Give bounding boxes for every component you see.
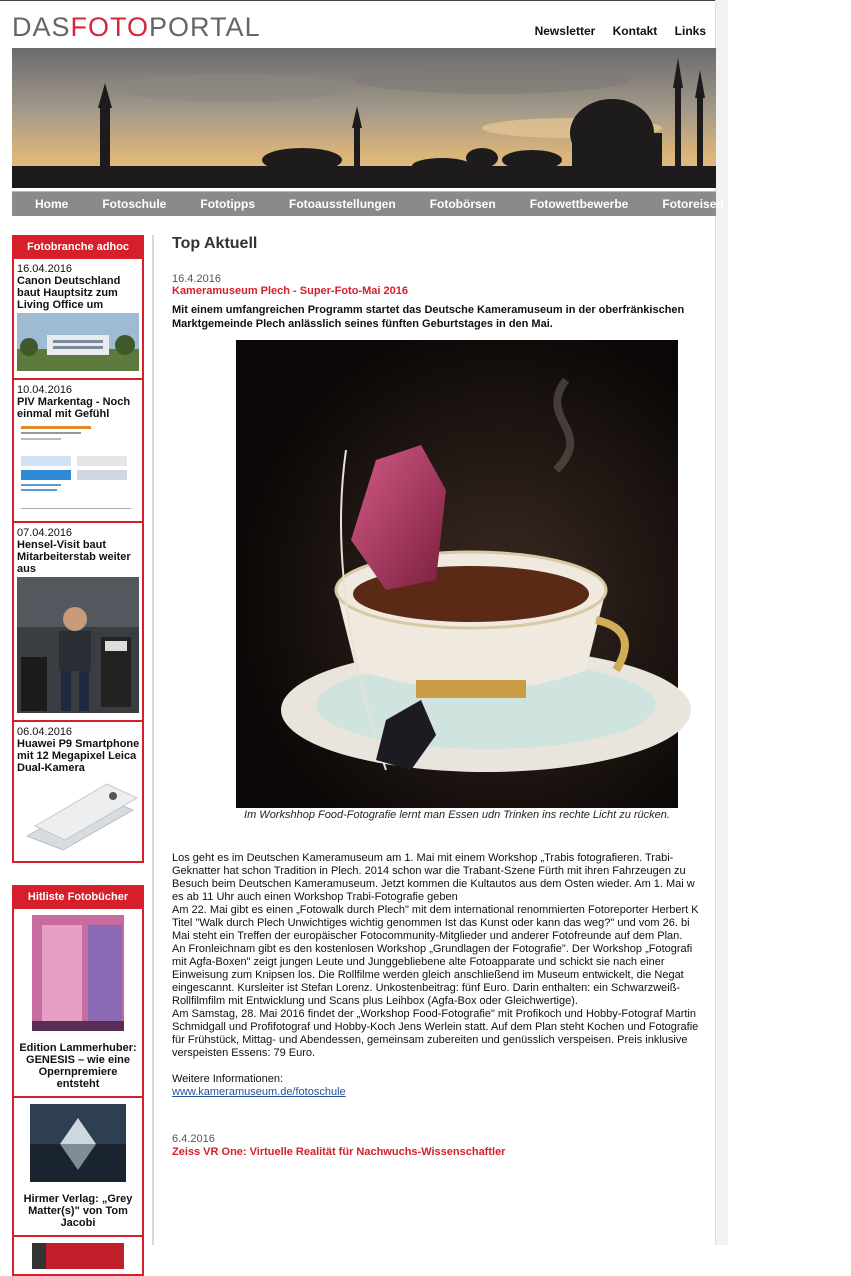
article-lead: Mit einem umfangreichen Programm startet das Deutsche Kameramuseum in der oberfränkischen Marktgemeinde Plech anlässlich seines fünften Geburtstages in den Mai. bbox=[172, 304, 685, 330]
news-thumbnail[interactable] bbox=[17, 776, 139, 859]
news-date: 16.04.2016 bbox=[17, 263, 73, 275]
book-item[interactable] bbox=[14, 1098, 142, 1237]
adhoc-box bbox=[12, 235, 144, 863]
nav-fotoreisen[interactable]: Fotoreisen bbox=[662, 197, 724, 211]
news-date: 10.04.2016 bbox=[17, 384, 73, 396]
more-info-link[interactable]: www.kameramuseum.de/fotoschule bbox=[172, 1086, 346, 1098]
body-line: Am 22. Mai gibt es einen „Fotowalk durch Plech" mit dem international renommierten Fotoreporter Herbert K bbox=[172, 904, 699, 916]
body-line: Rollfilmfilm mit Entwicklung und Scans plus Leihbox (Agfa-Box oder Gleichwertige). bbox=[172, 995, 578, 1007]
news-title[interactable]: Canon Deutschland baut Hauptsitz zum Living Office um bbox=[17, 275, 121, 311]
column-divider bbox=[152, 235, 154, 1245]
body-line: Schmidgall und Profifotograf und Hobby-Koch Jens Werlein statt. Auf dem Plan steht Kochen und Fotografie bbox=[172, 1021, 699, 1033]
nav-fotoschule[interactable]: Fotoschule bbox=[102, 197, 167, 211]
news-thumbnail[interactable] bbox=[17, 313, 139, 376]
logo-foto: FOTO bbox=[70, 12, 150, 42]
main-nav bbox=[12, 191, 841, 216]
header-banner-image bbox=[12, 48, 716, 188]
link-links[interactable]: Links bbox=[674, 24, 706, 38]
news-title[interactable]: PIV Markentag - Noch einmal mit Gefühl bbox=[17, 396, 131, 420]
books-box bbox=[12, 885, 144, 1276]
adhoc-heading: Fotobranche adhoc bbox=[14, 237, 142, 259]
next-article-title[interactable]: Zeiss VR One: Virtuelle Realität für Nachwuchs-Wissenschaftler bbox=[172, 1146, 506, 1158]
book-cover[interactable] bbox=[30, 1104, 126, 1182]
logo-portal: PORTAL bbox=[149, 12, 261, 42]
book-cover[interactable] bbox=[32, 1243, 124, 1269]
book-cover[interactable] bbox=[32, 915, 124, 1031]
body-line: Geknatter hat schon Tradition in Plech. 2014 schon war die Trabant-Szene Fürth mit ihren Fahrzeugen zu bbox=[172, 865, 686, 877]
news-date: 06.04.2016 bbox=[17, 726, 73, 738]
nav-fotoboersen[interactable]: Fotobörsen bbox=[429, 197, 496, 211]
logo-das: DAS bbox=[12, 12, 71, 42]
news-item[interactable] bbox=[14, 722, 142, 861]
book-title[interactable]: Edition Lammerhuber: GENESIS – wie eine Opernpremiere entsteht bbox=[19, 1042, 137, 1090]
books-heading: Hitliste Fotobücher bbox=[14, 887, 142, 909]
news-item[interactable] bbox=[14, 380, 142, 523]
body-line: Besuch beim Deutschen Kameramuseum. Jetzt kommen die Kultautos aus dem Osten wieder. Am 1. Mai w bbox=[172, 878, 695, 890]
article-date: 16.4.2016 bbox=[172, 273, 221, 285]
body-line: An Fronleichnam gibt es den kostenlosen Workshop „Grundlagen der Fotografie". Der Workshop „Fotografi bbox=[172, 943, 693, 955]
image-caption: Im Workshhop Food-Fotografie lernt man Essen udn Trinken ins rechte Licht zu rücken. bbox=[244, 809, 670, 821]
header-links bbox=[521, 24, 706, 38]
news-thumbnail[interactable] bbox=[17, 577, 139, 718]
news-title[interactable]: Hensel-Visit baut Mitarbeiterstab weiter aus bbox=[17, 539, 131, 575]
main-content bbox=[172, 235, 717, 1158]
nav-home[interactable]: Home bbox=[35, 197, 69, 211]
body-line: es ab 11 Uhr auch einen Workshop Trabi-Fotografie geben bbox=[172, 891, 458, 903]
body-line: verspeisten Essens: 79 Euro. bbox=[172, 1047, 316, 1059]
body-line: Titel "Walk durch Plech Unwichtiges wichtig genommen Ist das Kunst oder kann das weg?" und vom 26. bi bbox=[172, 917, 690, 929]
link-newsletter[interactable]: Newsletter bbox=[534, 24, 596, 38]
article-image[interactable] bbox=[236, 340, 678, 808]
body-line: für Frühstück, Mittag- und Abendessen, gemeinsam zubereiten und genüsslich verspeisen. Preis inklusive bbox=[172, 1034, 688, 1046]
body-line: eingescannt. Kursleiter ist Stefan Lorenz. Unkostenbeitrag: fünf Euro. Darin enthalten: ein Schwarzweiß- bbox=[172, 982, 681, 994]
nav-fototipps[interactable]: Fototipps bbox=[200, 197, 256, 211]
nav-fotoworkshop[interactable]: Fotoworkshop bbox=[757, 197, 841, 211]
top-border bbox=[0, 0, 728, 1]
article-body bbox=[172, 852, 717, 1159]
link-kontakt[interactable]: Kontakt bbox=[612, 24, 658, 38]
sidebar bbox=[12, 235, 144, 1276]
news-title[interactable]: Huawei P9 Smartphone mit 12 Megapixel Leica Dual-Kamera bbox=[17, 738, 140, 774]
page-title: Top Aktuell bbox=[172, 235, 258, 252]
body-line: mit Agfa-Boxen" zeigt jungen Leute und Junggebliebene alte Fotoapparate und schickt sie nach einer bbox=[172, 956, 665, 968]
article-title[interactable]: Kameramuseum Plech - Super-Foto-Mai 2016 bbox=[172, 285, 408, 297]
news-date: 07.04.2016 bbox=[17, 527, 73, 539]
next-article-date: 6.4.2016 bbox=[172, 1133, 215, 1145]
news-thumbnail[interactable] bbox=[17, 422, 139, 519]
body-line: Am Samstag, 28. Mai 2016 findet der „Workshop Food-Fotografie" mit Profikoch und Hobby-Fotograf Martin bbox=[172, 1008, 696, 1020]
news-item[interactable] bbox=[14, 259, 142, 380]
book-item[interactable] bbox=[14, 1237, 142, 1274]
book-item[interactable] bbox=[14, 909, 142, 1098]
body-line: Mai steht ein Treffen der europäischer Fotocommunity-Mitglieder und anderer Fotofreunde auf dem Plan. bbox=[172, 930, 683, 942]
body-line: Einweisung zum Knipsen los. Die Rollfilme werden gleich anschließend im Museum entwickelt, die Negat bbox=[172, 969, 684, 981]
news-item[interactable] bbox=[14, 523, 142, 722]
more-info-label: Weitere Informationen: bbox=[172, 1073, 284, 1085]
nav-fotowettbewerbe[interactable]: Fotowettbewerbe bbox=[529, 197, 629, 211]
book-title[interactable]: Hirmer Verlag: „Grey Matter(s)" von Tom Jacobi bbox=[23, 1193, 133, 1229]
nav-fotoausstellungen[interactable]: Fotoausstellungen bbox=[289, 197, 396, 211]
site-logo[interactable] bbox=[12, 12, 261, 43]
body-line: Los geht es im Deutschen Kameramuseum am 1. Mai mit einem Workshop „Trabis fotografieren. Trabi- bbox=[172, 852, 674, 864]
